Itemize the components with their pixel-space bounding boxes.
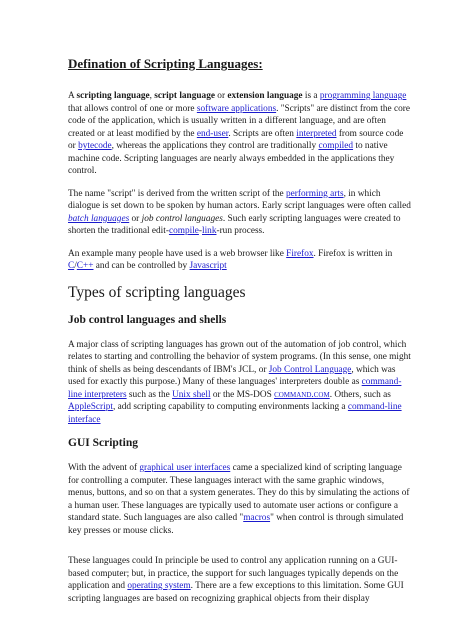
link-command-com[interactable]: command.com [274, 389, 330, 400]
heading-types-of-scripting-languages: Types of scripting languages [68, 283, 246, 301]
link-command-line-interface[interactable]: command-line interface [68, 402, 402, 425]
term-extension-language: extension language [227, 91, 303, 101]
text: . Scripts are often [228, 128, 297, 139]
heading-job-control: Job control languages and shells [68, 313, 227, 326]
text: to native machine code. Scripting languages are nearly always embedded in the applications they control. [68, 141, 395, 176]
text: - [198, 226, 203, 236]
paragraph-gui-limitations [68, 555, 412, 605]
text: came a specialized kind of scripting language for controlling a computer. These languages interact with the same graphic windows, menus, buttons, and so on that a system generates. They do this by simulating the actions of a human user. These languages are typically used to automate user actions or configure a standard state. Such languages are also called " [68, 463, 410, 523]
link-cpp[interactable]: C++ [76, 261, 94, 271]
text: A major class of scripting languages has grown out of the automation of job control, which relates to starting and controlling the behavior of system programs. (In this sense, one might think of shells as being descendants of IBM's JCL, or [68, 339, 411, 375]
text: or [214, 91, 228, 101]
italic-text: job control languages [141, 213, 223, 224]
text: or the MS-DOS [210, 389, 275, 400]
text: , in which dialogue is set down to be spoken by human actors. Early script languages were often called [68, 188, 411, 211]
link-compile[interactable]: compile [168, 226, 199, 236]
text: and can be controlled by [93, 261, 190, 271]
text: that allows control of one or more [68, 103, 197, 114]
text: / [74, 261, 77, 271]
text: is a [302, 91, 320, 101]
heading-gui-scripting: GUI Scripting [68, 437, 138, 449]
paragraph-gui-scripting [68, 462, 412, 537]
link-interpreted[interactable]: interpreted [296, 128, 337, 139]
link-software-applications[interactable]: software applications [196, 103, 277, 114]
text: An example many people have used is a web browser like [68, 248, 287, 259]
link-javascript[interactable]: Javascript [189, 261, 227, 271]
text: . There are a few exceptions to this limitation. Some GUI scripting languages are based on recognizing graphical objects from their display [68, 581, 404, 604]
term-scripting-language: scripting language [76, 91, 150, 101]
link-applescript[interactable]: AppleScript [68, 402, 113, 412]
text: With the advent of [68, 463, 140, 473]
link-bytecode[interactable]: bytecode [78, 141, 112, 151]
text: . Such early scripting languages were created to shorten the traditional edit- [68, 213, 401, 236]
text: " when control is through simulated key presses or mouse clicks. [68, 513, 404, 536]
link-programming-language[interactable]: programming language [319, 91, 407, 101]
term-script-language: script language [154, 91, 215, 101]
paragraph-name-origin [68, 188, 412, 238]
text: These languages could In principle be used to control any application running on a GUI-based computer; but, in practice, the support for such languages typically depends on the application and [68, 556, 399, 591]
link-operating-system[interactable]: operating system [127, 581, 191, 591]
text: or [129, 213, 142, 224]
text: , [149, 91, 155, 101]
text: such as the [126, 389, 173, 400]
link-link[interactable]: link [202, 226, 217, 236]
link-compiled[interactable]: compiled [318, 141, 354, 151]
document-page [68, 56, 412, 615]
paragraph-example [68, 248, 412, 273]
paragraph-job-control [68, 339, 412, 427]
text: , add scripting capability to computing environments lacking a [112, 402, 348, 412]
text: A [68, 91, 77, 101]
link-unix-shell[interactable]: Unix shell [172, 389, 211, 400]
link-graphical-user-interfaces[interactable]: graphical user interfaces [139, 463, 231, 473]
text: , whereas the applications they control are traditionally [111, 141, 319, 151]
text: -run process. [216, 226, 265, 236]
text: . "Scripts" are distinct from the core code of the application, which is usually written in a different language, and are often created or at least modified by the [68, 103, 410, 139]
link-job-control-language[interactable]: Job Control Language [268, 364, 352, 375]
text: . Others, such as [329, 389, 391, 400]
link-batch-languages[interactable] [68, 214, 129, 224]
link-macros[interactable]: macros [243, 513, 271, 523]
link-c[interactable]: C [68, 261, 75, 271]
paragraph-definition [68, 90, 412, 178]
link-performing-arts[interactable]: performing arts [286, 188, 344, 199]
text: . Firefox is written in [313, 248, 393, 259]
link-end-user[interactable]: end-user [196, 128, 229, 139]
text: , which was used for exactly this purpose.) Many of these languages' interpreters double as [68, 364, 396, 387]
document-title: Defination of Scripting Languages: [68, 56, 263, 71]
link-firefox[interactable]: Firefox [286, 248, 314, 259]
text: from source code or [68, 128, 404, 151]
text: The name "script" is derived from the written script of the [68, 188, 286, 199]
link-command-line-interpreters[interactable]: command-line interpreters [68, 377, 402, 400]
italic-text: batch languages [68, 213, 130, 224]
